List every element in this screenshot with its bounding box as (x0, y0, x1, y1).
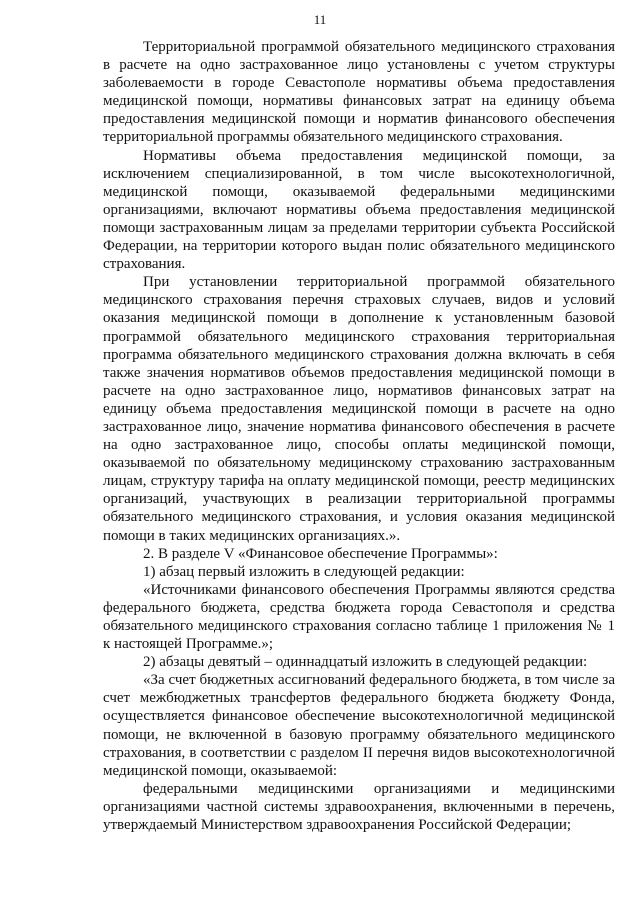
paragraph-item-1: 1) абзац первый изложить в следующей редакции: (143, 563, 465, 580)
paragraph-federal-organizations: федеральными медицинскими организациями и медицинскими организациями частной системы здравоохранения, включенными в перечень, утверждаемый Министерством здравоохранения Российской Федерации; (103, 780, 615, 834)
paragraph-insured-cases: При установлении территориальной программой обязательного медицинского страхования перечня страховых случаев, видов и условий оказания медицинской помощи в дополнение к установленным базовой программой обязательного медицинского страхования территориальная программа обязательного медицинского страхования должна включать в себя также значения нормативов объемов предоставления медицинской помощи в расчете на одно застрахованное лицо, нормативов финансовых затрат на единицу объема предоставления медицинской помощи в расчете на одно застрахованное лицо, значение норматива финансового обеспечения в расчете на одно застрахованное лицо, способы оплаты медицинской помощи, оказываемой по обязательному медицинскому страхованию застрахованным лицам, структуру тарифа на оплату медицинской помощи, реестр медицинских организаций, участвующих в реализации территориальной программы обязательного медицинского страхования, и условия оказания медицинской помощи в таких медицинских организациях.». (103, 274, 615, 544)
paragraph-section-v-heading: 2. В разделе V «Финансовое обеспечение Программы»: (143, 545, 498, 562)
paragraph-funding-sources: «Источниками финансового обеспечения Программы являются средства федерального бюджета, средства бюджета города Севастополя и средства обязательного медицинского страхования согласно таблице 1 приложения № 1 к настоящей Программе.»; (103, 581, 615, 653)
page-number: 11 (313, 12, 327, 27)
paragraph-volume-norms: Нормативы объема предоставления медицинской помощи, за исключением специализированной, в том числе высокотехнологичной, медицинской помощи, оказываемой федеральными медицинскими организациями, включают нормативы объема предоставления медицинской помощи застрахованным лицам за пределами территории субъекта Российской Федерации, на территории которого выдан полис обязательного медицинского страхования. (103, 147, 615, 273)
paragraph-program-norms: Территориальной программой обязательного медицинского страхования в расчете на одно застрахованное лицо установлены с учетом структуры заболеваемости в городе Севастополе нормативы объема предоставления медицинской помощи, нормативы финансовых затрат на единицу объема предоставления медицинской помощи и норматив финансового обеспечения территориальной программы обязательного медицинского страхования. (103, 39, 615, 146)
paragraph-federal-budget: «За счет бюджетных ассигнований федерального бюджета, в том числе за счет межбюджетных трансфертов федерального бюджета бюджету Фонда, осуществляется финансовое обеспечение высокотехнологичной медицинской помощи, не включенной в базовую программу обязательного медицинского страхования, в соответствии с разделом II перечня видов высокотехнологичной медицинской помощи, оказываемой: (103, 672, 615, 779)
paragraph-item-2: 2) абзацы девятый – одиннадцатый изложить в следующей редакции: (143, 654, 588, 671)
document-body (103, 38, 615, 834)
